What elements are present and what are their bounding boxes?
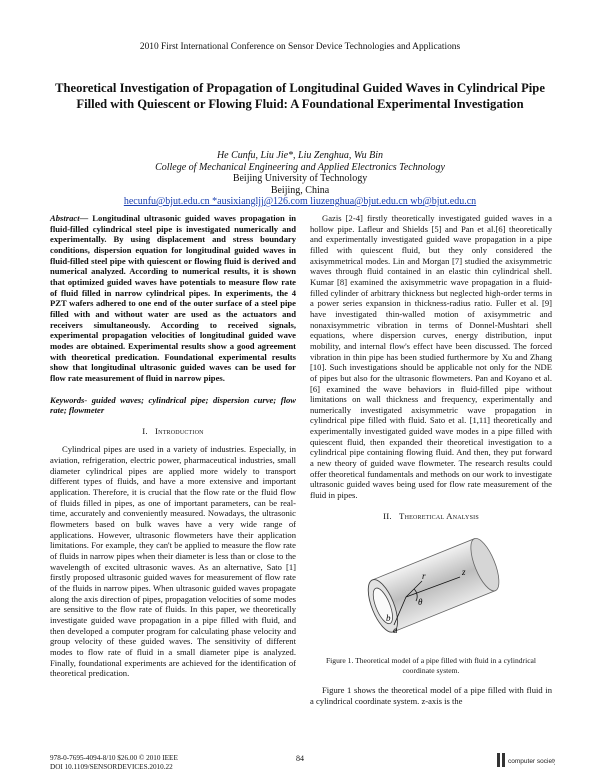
section-number: II. [383, 510, 392, 521]
section-number: I. [142, 425, 148, 436]
label-r: r [422, 571, 426, 582]
label-a: a [393, 625, 398, 636]
abstract [50, 213, 296, 384]
abstract-text: Longitudinal ultrasonic guided waves propagation in fluid-filled cylindrical steel pipe is investigated numerically and experimentally. By using displacement and stress boundary conditions, dispersion equation for longitudinal guided waves in fluid-filled steel pipe with quiescent or flowing fluid is derived and numerical analyzed. According to numerical results, it is shown that optimized guided waves have potentials to measure flow rate of fluid filled in narrow cylindrical pipes. In experiments, the 4 PZT wafers adhered to one end of the outer surface of a steel pipe filled with and without water are used as the actuators and receivers simultaneously. According to received signals, experimental propagation velocities of longitudinal guided wave modes are obtained. Experimental results show a good agreement with theoretical predication. Foundational experimental results show that longitudinal ultrasonic guided waves can be used for flow rate measurement of fluid in narrow pipes. [50, 213, 296, 383]
footer-doi: DOI 10.1109/SENSORDEVICES.2010.22 [50, 762, 173, 771]
figure-1 [310, 529, 552, 675]
section-title: Introduction [155, 425, 204, 436]
page-number: 84 [296, 754, 304, 763]
related-work-paragraph: Gazis [2-4] firstly theoretically investigated guided waves in a hollow pipe. Lafleur and Shields [5] and Pan et al.[6] theoretically and experimentally investigated guided wave propagation in a pipe filled with quiescent fluid, but they only considered the axisymmetrical modes. Lin and Morgan [7] studied the axisymmetric waves through fluid contained in an elastic thin cylindrical shell. Kumar [8] examined the axisymmetric wave propagation in a fluid-filled cylinder of arbitrary thickness but neglected high-order terms in a power series expansion in thickness-radius ratio. Fuller et al. [9] have investigated thin-walled motion of axisymmetric and nonaxisymmetric vibration in terms of Donnel-Mushtari shell equations, where dispersion curves, energy distribution, input mobility, and internal flow's effect have been discussed. The forced vibration in thin pipe has been studied furthermore by Xu and Zhang [10]. Such investigations should be applicable not only for the NDE of pipes but also for the ultrasonic flowmeters. Pan and Koyano et al. [6] examined the wave behaviors in fluid-filled pipe without limitations on wall thickness and frequency, experimentally and numerically investigated axisymmetric wave propagation in cylindrical pipe filled with fluid. Sato et al. [1,11] theoretically and experimentally investigated guided wave modes in a pipe filled with quiescent fluid, then expanded their theoretical investigation to a cylindrical pipe containing flowing fluid. And then, they put forward a new theory of guided wave flowmeter. The research results could offer theoretical fundamentals and methods on our work to investigate ultrasonic guided waves being used for flow rate measurement of the fluid in pipes. [310, 213, 552, 501]
computer-society-logo [495, 750, 555, 772]
label-b: b [386, 613, 391, 624]
footer-isbn: 978-0-7695-4094-8/10 $26.00 © 2010 IEEE [50, 754, 178, 762]
pipe-body [362, 535, 504, 636]
author-block [0, 150, 600, 208]
theory-paragraph: Figure 1 shows the theoretical model of a pipe filled with fluid in a cylindrical coordinate system. z-axis is the [310, 685, 552, 706]
pipe-model-diagram [310, 529, 552, 647]
label-theta: θ [418, 597, 423, 608]
left-column [50, 213, 296, 679]
section-heading-introduction [50, 426, 296, 437]
author-emails[interactable]: hecunfu@bjut.edu.cn *ausixiangljj@126.com liuzenghua@bjut.edu.cn wb@bjut.edu.cn [123, 196, 477, 207]
paper-title: Theoretical Investigation of Propagation of Longitudinal Guided Waves in Cylindrical Pipe Filled with Quiescent or Flowing Fluid: A Foundational Experimental Investigation [55, 81, 545, 111]
section-title: Theoretical Analysis [399, 510, 479, 521]
abstract-lead: Abstract— [50, 213, 89, 223]
intro-paragraph: Cylindrical pipes are used in a variety of industries. Especially, in aviation, refrigeration, electric power, pharmaceutical industries, small diameter cylindrical pipes are applied more widely to transport different types of fluids, and have a more extensive and important application. Therefore, it is crucial that the flow rate or the fluid flow of fluids filled in pipes, as one of important parameters, can be real-time, accurately and conveniently measured. Nowadays, the ultrasonic flowmeters based on bulk waves have a very wide range of applications. However, ultrasonic flowmeters have their application limitations. For example, they can't be applied to measure the flow rate of fluids in narrow pipes when their diameter is less than or close to the wavelength of excited ultrasonic waves. As an alternative, Sato [1] firstly proposed ultrasonic guided waves for measurement of flow rate of the fluids in narrow pipes. When ultrasonic guided waves propagate along the axis direction of pipes, propagation velocities of some modes are sensitive to the flow rate of fluids. In this paper, we theoretically investigate guided wave propagation in a pipe filled with fluid, and then developed a computer program for calculating phase velocity and group velocity of these guided waves. The sensitivity of different modes to flow rate of fluid in a small diameter pipe is analyzed. Finally, foundational experiments are achieved for the identification of theoretical predication. [50, 444, 296, 679]
affiliation: College of Mechanical Engineering and Applied Electronics Technology [155, 161, 445, 173]
author-names: He Cunfu, Liu Jie*, Liu Zenghua, Wu Bin [216, 150, 384, 161]
university: Beijing University of Technology [232, 173, 368, 184]
conference-header: 2010 First International Conference on Sensor Device Technologies and Applications [139, 42, 461, 52]
label-z: z [462, 567, 466, 578]
city: Beijing, China [270, 184, 330, 196]
figure-caption: Figure 1. Theoretical model of a pipe filled with fluid in a cylindrical coordinate system. [325, 656, 537, 675]
logo-text: computer society [508, 758, 555, 765]
right-column [310, 213, 552, 706]
section-heading-theory [310, 511, 552, 522]
keywords: Keywords- guided waves; cylindrical pipe; dispersion curve; flow rate; flowmeter [50, 394, 296, 416]
